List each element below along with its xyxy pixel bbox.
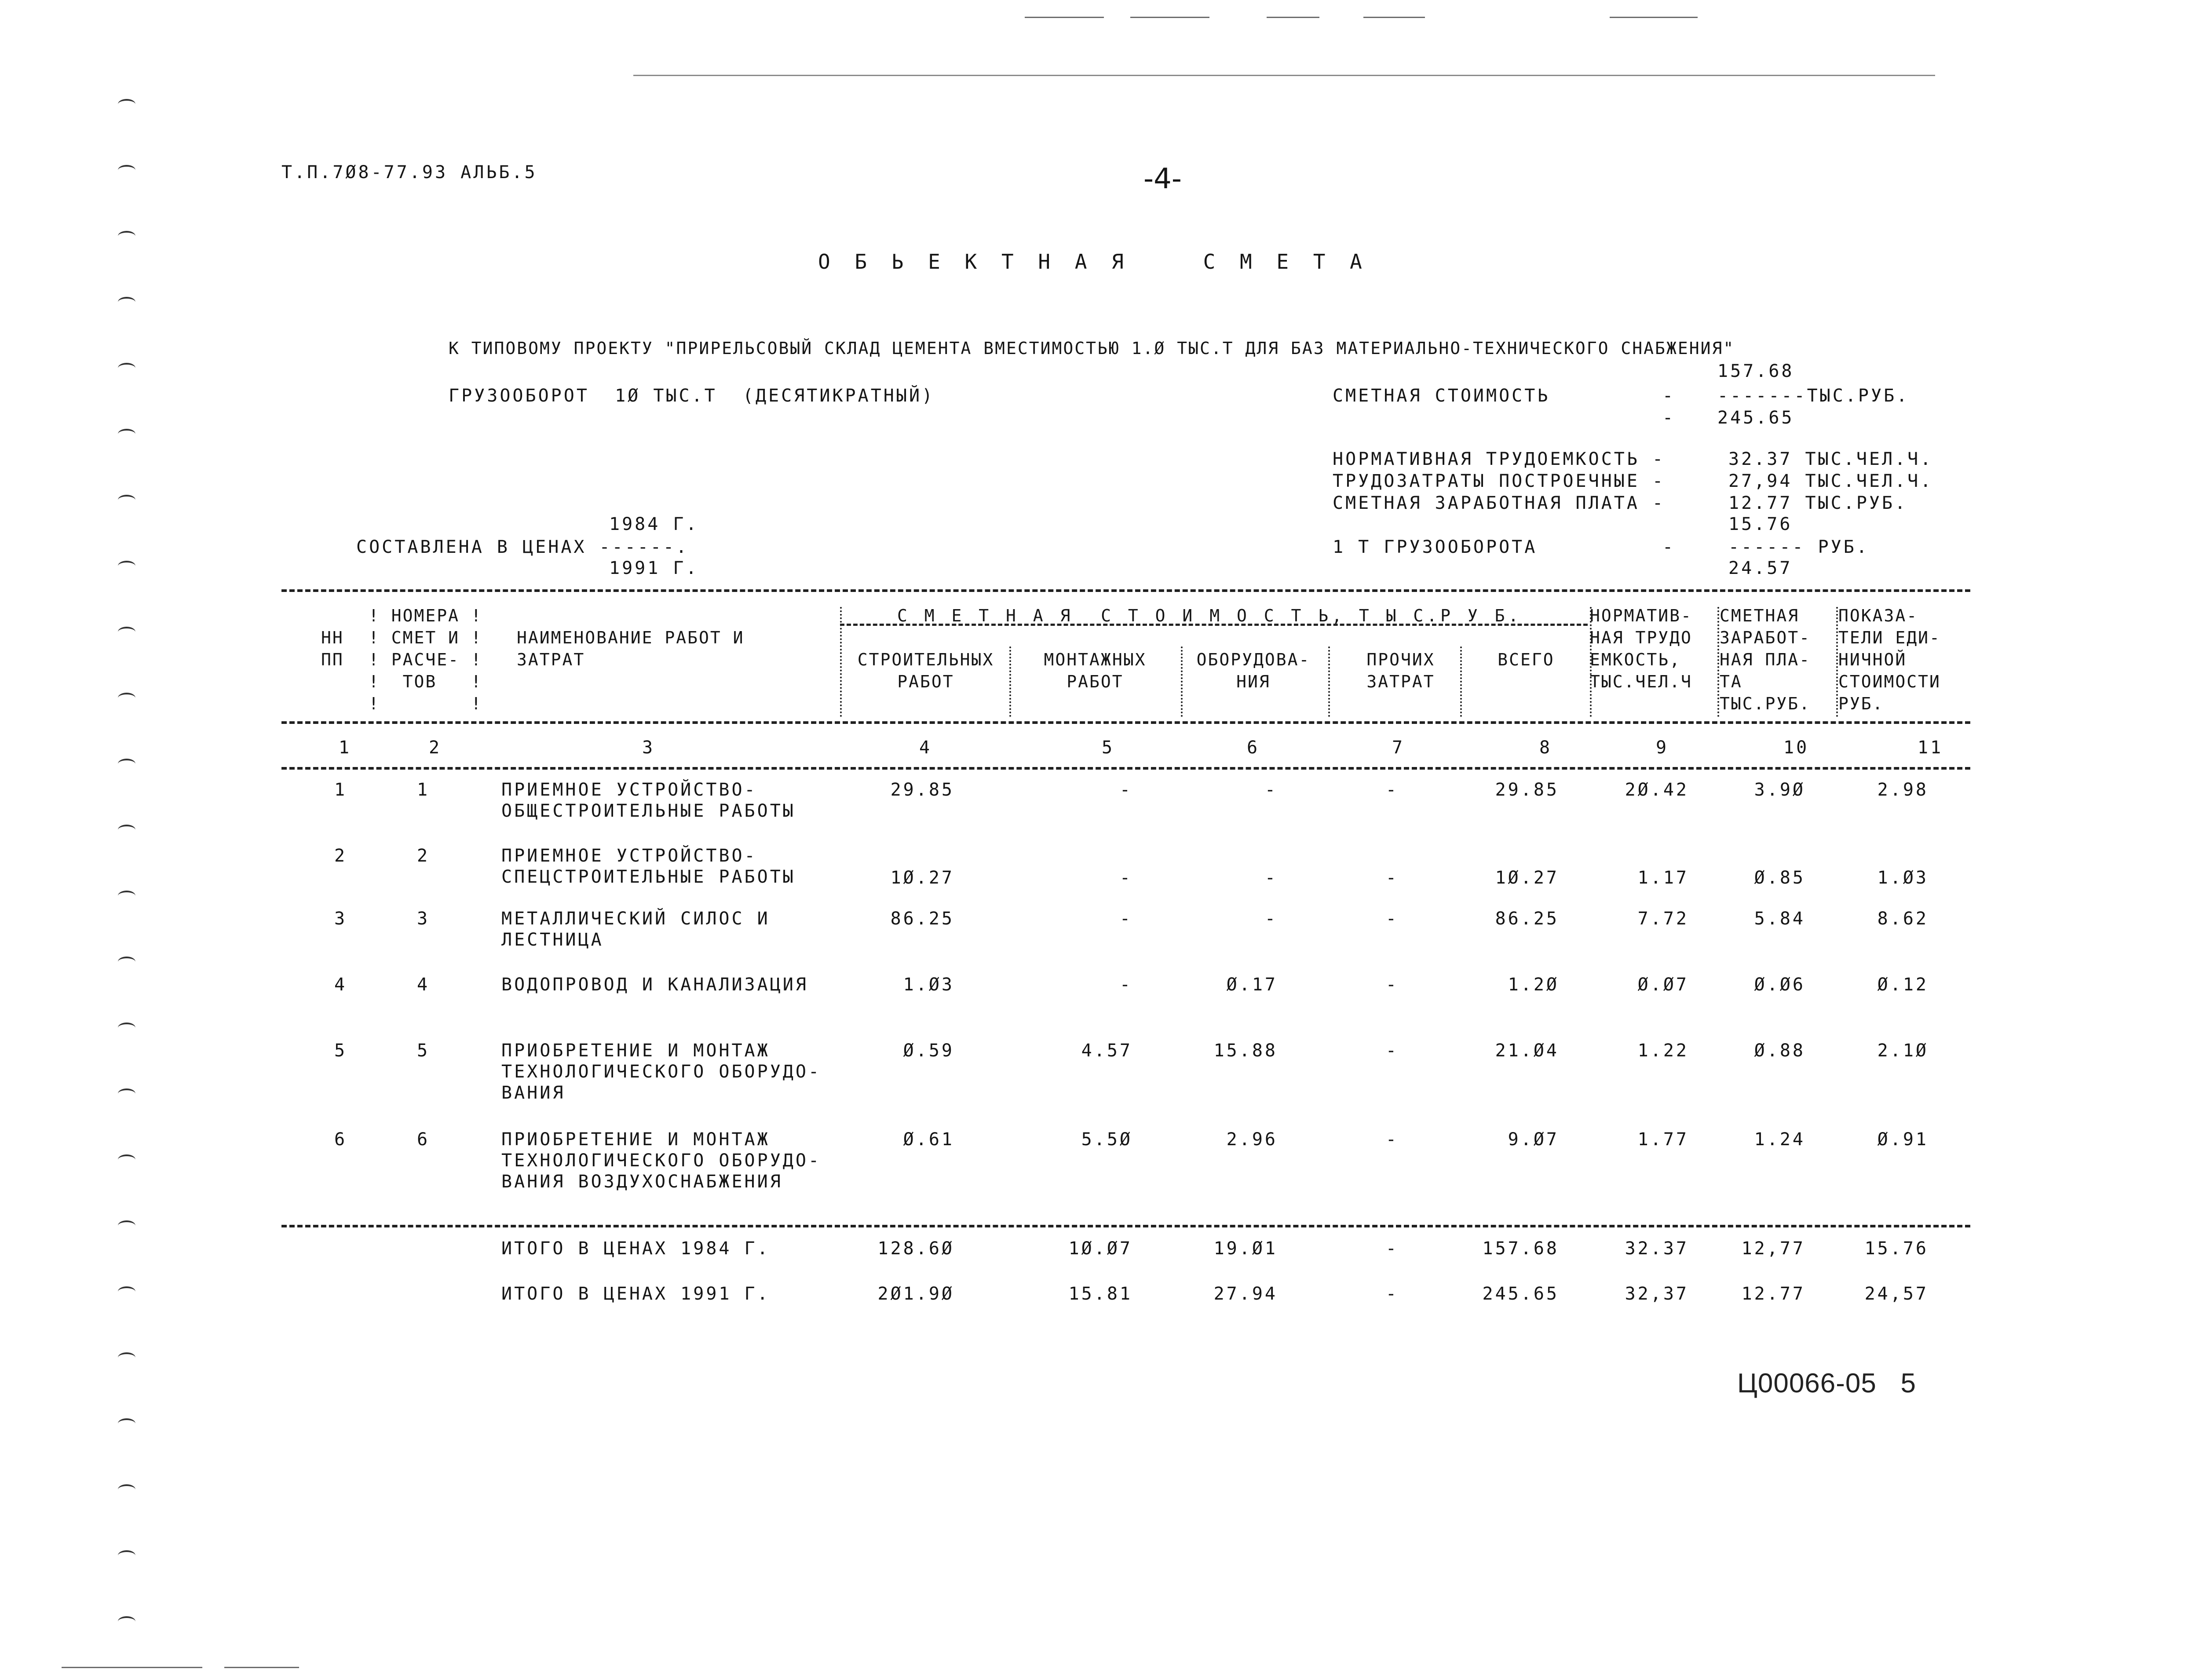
row-other-cost: -: [1385, 1129, 1399, 1150]
row-wage: 3.9Ø: [1754, 780, 1805, 800]
total-other-cost: -: [1385, 1284, 1399, 1304]
column-number: 5: [1102, 738, 1115, 758]
total-equipment-cost: 27.94: [1213, 1284, 1278, 1304]
document-subtitle: К ТИПОВОМУ ПРОЕКТУ "ПРИРЕЛЬСОВЫЙ СКЛАД ЦЕМЕНТА ВМЕСТИМОСТЬЮ 1.Ø ТЫС.Т ДЛЯ БАЗ МАТЕРИАЛЬНО-ТЕХНИЧЕСКОГО СНАБЖЕНИЯ": [449, 339, 1735, 358]
row-total-cost: 86.25: [1495, 909, 1559, 929]
numbers-bottom-rule: [281, 767, 1970, 770]
row-work-name: ПРИОБРЕТЕНИЕ И МОНТАЖ ТЕХНОЛОГИЧЕСКОГО ОБОРУДО- ВАНИЯ: [501, 1041, 822, 1103]
row-labor: 1.17: [1637, 868, 1689, 888]
binding-hole-mark: [118, 891, 135, 901]
scan-mark: [1610, 17, 1698, 18]
totals-rule: [281, 1225, 1970, 1227]
binding-hole-mark: [118, 825, 135, 835]
scan-mark: [62, 1667, 202, 1668]
binding-hole-mark: [118, 561, 135, 571]
row-wage: Ø.88: [1754, 1041, 1805, 1061]
row-equipment-cost: Ø.17: [1226, 975, 1278, 995]
unit-dash: -: [1662, 537, 1676, 557]
column-number: 3: [642, 738, 655, 758]
column-number: 2: [429, 738, 442, 758]
binding-hole-mark: [118, 1616, 135, 1627]
row-other-cost: -: [1385, 975, 1399, 995]
binding-hole-mark: [118, 1418, 135, 1429]
price-year-1984: 1984 Г.: [609, 514, 699, 534]
col-separator: [1181, 646, 1183, 717]
row-construction-cost: 29.85: [890, 780, 954, 800]
row-work-name: ПРИЕМНОЕ УСТРОЙСТВО- СПЕЦСТРОИТЕЛЬНЫЕ РАБОТЫ: [501, 846, 796, 887]
cargo-turnover: ГРУЗООБОРОТ 1Ø ТЫС.Т (ДЕСЯТИКРАТНЫЙ): [449, 386, 935, 406]
col-separator: [1460, 646, 1462, 717]
row-smeta-number: 1: [417, 780, 430, 800]
row-total-cost: 1.2Ø: [1508, 975, 1559, 995]
binding-hole-mark: [118, 297, 135, 307]
column-number: 8: [1539, 738, 1552, 758]
row-smeta-number: 4: [417, 975, 430, 995]
row-wage: 5.84: [1754, 909, 1805, 929]
row-labor: 7.72: [1637, 909, 1689, 929]
total-wage: 12,77: [1741, 1238, 1805, 1259]
col-separator: [840, 607, 842, 717]
total-installation-cost: 15.81: [1068, 1284, 1132, 1304]
row-installation-cost: -: [1119, 909, 1132, 929]
total-unit-cost: 24,57: [1864, 1284, 1929, 1304]
scan-mark: [1025, 17, 1104, 18]
col-separator: [1009, 646, 1011, 717]
row-unit-cost: Ø.12: [1877, 975, 1929, 995]
row-total-cost: 9.Ø7: [1508, 1129, 1559, 1150]
scan-mark: [1363, 17, 1425, 18]
row-unit-cost: 8.62: [1877, 909, 1929, 929]
total-other-cost: -: [1385, 1238, 1399, 1259]
row-smeta-number: 5: [417, 1041, 430, 1061]
unit-cost-1991: 24.57: [1728, 558, 1793, 578]
row-construction-cost: 86.25: [890, 909, 954, 929]
column-number: 6: [1247, 738, 1260, 758]
column-number: 4: [919, 738, 932, 758]
unit-cost-1984: 15.76: [1728, 514, 1793, 534]
column-number: 10: [1783, 738, 1809, 758]
row-construction-cost: 1.Ø3: [903, 975, 954, 995]
column-number: 9: [1656, 738, 1669, 758]
binding-hole-mark: [118, 759, 135, 769]
cost-dash-2: -: [1662, 408, 1676, 428]
cost-label: СМЕТНАЯ СТОИМОСТЬ: [1333, 386, 1550, 406]
page-number: -4-: [1143, 163, 1182, 195]
row-labor: 1.22: [1637, 1041, 1689, 1061]
cost-1984: 157.68: [1717, 361, 1794, 381]
row-other-cost: -: [1385, 909, 1399, 929]
row-installation-cost: -: [1119, 975, 1132, 995]
row-number: 2: [334, 846, 347, 866]
row-labor: 2Ø.42: [1625, 780, 1689, 800]
binding-hole-mark: [118, 165, 135, 175]
row-unit-cost: 1.Ø3: [1877, 868, 1929, 888]
row-number: 6: [334, 1129, 347, 1150]
row-number: 3: [334, 909, 347, 929]
binding-hole-mark: [118, 1088, 135, 1099]
total-cost: 245.65: [1482, 1284, 1559, 1304]
total-construction-cost: 2Ø1.9Ø: [877, 1284, 954, 1304]
row-number: 1: [334, 780, 347, 800]
row-wage: Ø.85: [1754, 868, 1805, 888]
binding-hole-mark: [118, 99, 135, 110]
row-work-name: МЕТАЛЛИЧЕСКИЙ СИЛОС И ЛЕСТНИЦА: [501, 909, 770, 950]
row-construction-cost: 1Ø.27: [890, 868, 954, 888]
row-unit-cost: Ø.91: [1877, 1129, 1929, 1150]
header-installation: МОНТАЖНЫХ РАБОТ: [1044, 650, 1147, 691]
unit-label: 1 Т ГРУЗООБОРОТА: [1333, 537, 1538, 557]
header-work-name: НАИМЕНОВАНИЕ РАБОТ И ЗАТРАТ: [517, 628, 745, 669]
total-equipment-cost: 19.Ø1: [1213, 1238, 1278, 1259]
binding-hole-mark: [118, 1484, 135, 1495]
total-label: ИТОГО В ЦЕНАХ 1984 Г.: [501, 1238, 770, 1259]
row-work-name: ПРИЕМНОЕ УСТРОЙСТВО- ОБЩЕСТРОИТЕЛЬНЫЕ РАБОТЫ: [501, 780, 796, 821]
col-separator: [1590, 607, 1592, 717]
row-wage: Ø.Ø6: [1754, 975, 1805, 995]
row-total-cost: 29.85: [1495, 780, 1559, 800]
archive-stamp: Ц00066-05 5: [1737, 1368, 1917, 1399]
row-unit-cost: 2.1Ø: [1877, 1041, 1929, 1061]
header-construction: СТРОИТЕЛЬНЫХ РАБОТ: [857, 650, 994, 691]
binding-hole-mark: [118, 1154, 135, 1165]
header-wage: СМЕТНАЯ ЗАРАБОТ- НАЯ ПЛА- ТА ТЫС.РУБ.: [1720, 606, 1811, 713]
header-total: ВСЕГО: [1498, 650, 1555, 669]
column-number: 1: [339, 738, 352, 758]
labor-label: НОРМАТИВНАЯ ТРУДОЕМКОСТЬ -: [1333, 449, 1666, 469]
col-separator: [1836, 607, 1838, 717]
row-equipment-cost: 15.88: [1213, 1041, 1278, 1061]
row-unit-cost: 2.98: [1877, 780, 1929, 800]
wage-label: СМЕТНАЯ ЗАРАБОТНАЯ ПЛАТА -: [1333, 493, 1666, 513]
total-label: ИТОГО В ЦЕНАХ 1991 Г.: [501, 1284, 770, 1304]
total-wage: 12.77: [1741, 1284, 1805, 1304]
prices-label: СОСТАВЛЕНА В ЦЕНАХ ------.: [356, 537, 689, 557]
header-bottom-rule: [281, 721, 1970, 724]
row-equipment-cost: -: [1264, 780, 1278, 800]
scan-mark: [633, 75, 1935, 76]
binding-hole-mark: [118, 429, 135, 439]
scan-mark: [1130, 17, 1209, 18]
total-unit-cost: 15.76: [1864, 1238, 1929, 1259]
unit-line: ------ РУБ.: [1728, 537, 1869, 557]
scan-mark: [1267, 17, 1319, 18]
row-total-cost: 1Ø.27: [1495, 868, 1559, 888]
row-installation-cost: 5.5Ø: [1081, 1129, 1132, 1150]
row-construction-cost: Ø.61: [903, 1129, 954, 1150]
header-equipment: ОБОРУДОВА- НИЯ: [1196, 650, 1311, 691]
wage-value: 12.77 ТЫС.РУБ.: [1728, 493, 1908, 513]
column-number: 11: [1918, 738, 1943, 758]
binding-hole-mark: [118, 495, 135, 505]
row-number: 5: [334, 1041, 347, 1061]
document-title: О Б Ь Е К Т Н А Я С М Е Т А: [818, 250, 1368, 274]
row-labor: Ø.Ø7: [1637, 975, 1689, 995]
col-separator: [1328, 646, 1330, 717]
binding-hole-mark: [118, 1023, 135, 1033]
binding-hole-mark: [118, 1352, 135, 1363]
row-other-cost: -: [1385, 780, 1399, 800]
binding-hole-mark: [118, 693, 135, 703]
site-labor-label: ТРУДОЗАТРАТЫ ПОСТРОЕЧНЫЕ -: [1333, 471, 1666, 491]
price-year-1991: 1991 Г.: [609, 558, 699, 578]
row-work-name: ПРИОБРЕТЕНИЕ И МОНТАЖ ТЕХНОЛОГИЧЕСКОГО ОБОРУДО- ВАНИЯ ВОЗДУХОСНАБЖЕНИЯ: [501, 1129, 822, 1192]
row-smeta-number: 2: [417, 846, 430, 866]
binding-hole-mark: [118, 627, 135, 637]
binding-hole-mark: [118, 363, 135, 373]
row-construction-cost: Ø.59: [903, 1041, 954, 1061]
binding-hole-mark: [118, 1220, 135, 1231]
row-installation-cost: 4.57: [1081, 1041, 1132, 1061]
cost-unit: -------ТЫС.РУБ.: [1717, 386, 1910, 406]
table-top-rule: [281, 589, 1970, 592]
header-labor: НОРМАТИВ- НАЯ ТРУДО ЕМКОСТЬ, ТЫС.ЧЕЛ.Ч: [1590, 606, 1692, 691]
cost-dash: -: [1662, 386, 1676, 406]
doc-code: Т.П.7Ø8-77.93 АЛЬБ.5: [281, 162, 537, 183]
total-construction-cost: 128.6Ø: [877, 1238, 954, 1259]
row-other-cost: -: [1385, 1041, 1399, 1061]
total-labor: 32,37: [1625, 1284, 1689, 1304]
row-equipment-cost: -: [1264, 909, 1278, 929]
header-smeta-number: ! НОМЕРА ! ! СМЕТ И ! ! РАСЧЕ- ! ! ТОВ ! ! !: [369, 606, 482, 713]
row-equipment-cost: 2.96: [1226, 1129, 1278, 1150]
row-work-name: ВОДОПРОВОД И КАНАЛИЗАЦИЯ: [501, 975, 808, 995]
scan-mark: [224, 1667, 299, 1668]
row-labor: 1.77: [1637, 1129, 1689, 1150]
cost-1991: 245.65: [1717, 408, 1794, 428]
row-installation-cost: -: [1119, 868, 1132, 888]
row-smeta-number: 3: [417, 909, 430, 929]
header-other: ПРОЧИХ ЗАТРАТ: [1366, 650, 1435, 691]
row-total-cost: 21.Ø4: [1495, 1041, 1559, 1061]
header-nn: НН ПП: [321, 628, 344, 669]
site-labor-value: 27,94 ТЫС.ЧЕЛ.Ч.: [1728, 471, 1933, 491]
binding-hole-mark: [118, 1286, 135, 1297]
total-labor: 32.37: [1625, 1238, 1689, 1259]
binding-hole-mark: [118, 1550, 135, 1561]
binding-hole-mark: [118, 231, 135, 241]
row-number: 4: [334, 975, 347, 995]
binding-hole-mark: [118, 957, 135, 967]
header-unit-indicators: ПОКАЗА- ТЕЛИ ЕДИ- НИЧНОЙ СТОИМОСТИ РУБ.: [1838, 606, 1941, 713]
col-separator: [1717, 607, 1719, 717]
header-cost-group: С М Е Т Н А Я С Т О И М О С Т Ь, Т Ы С.Р У Б.: [897, 606, 1522, 625]
row-equipment-cost: -: [1264, 868, 1278, 888]
row-wage: 1.24: [1754, 1129, 1805, 1150]
row-installation-cost: -: [1119, 780, 1132, 800]
row-other-cost: -: [1385, 868, 1399, 888]
column-number: 7: [1392, 738, 1405, 758]
total-cost: 157.68: [1482, 1238, 1559, 1259]
total-installation-cost: 1Ø.Ø7: [1068, 1238, 1132, 1259]
row-smeta-number: 6: [417, 1129, 430, 1150]
labor-value: 32.37 ТЫС.ЧЕЛ.Ч.: [1728, 449, 1933, 469]
